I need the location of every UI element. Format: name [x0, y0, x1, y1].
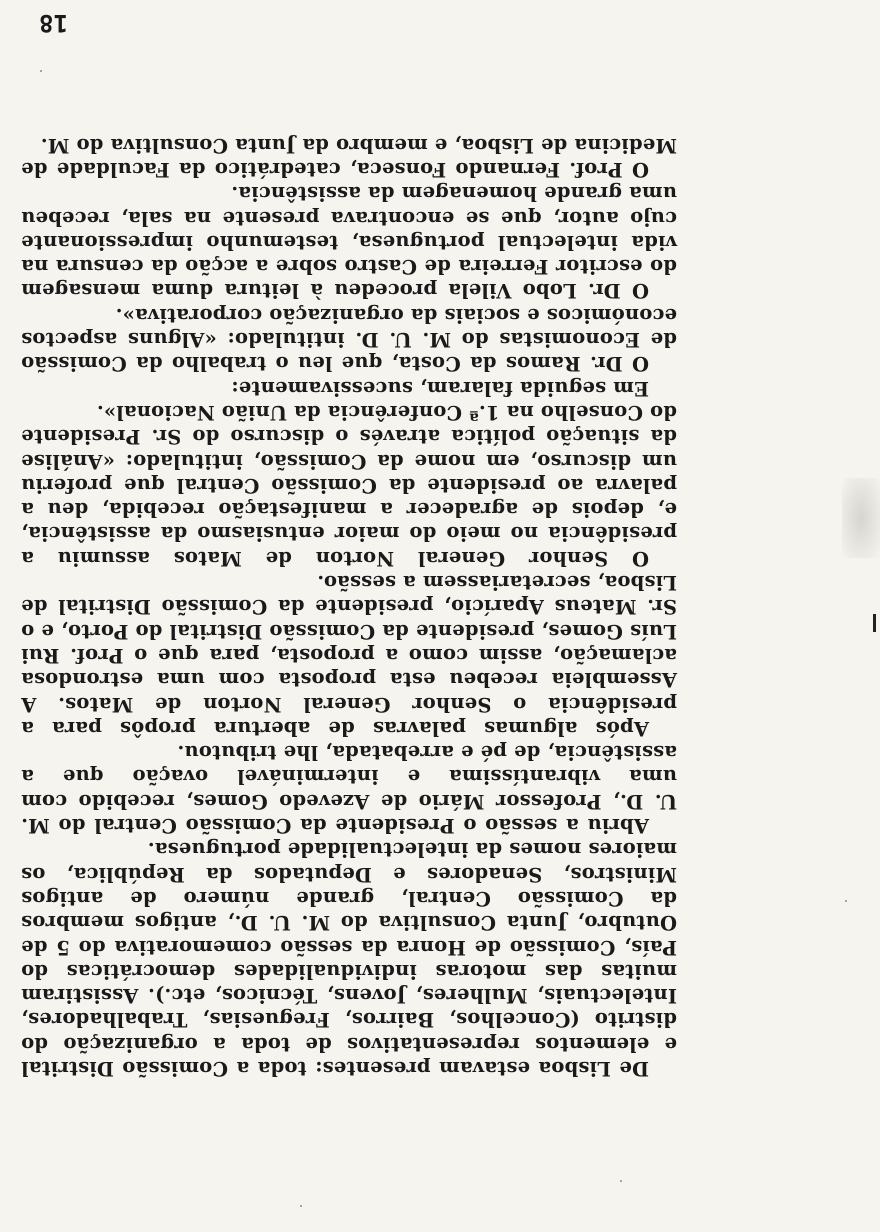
page-number: 18 — [39, 9, 68, 37]
paragraph-session-opening: Abriu a sessão o Presidente da Comissão Central do M. U. D., Professor Mário de Azevedo Gomes, recebido com uma vibrantíssima e interminável ovação que a assistência, de pé e arrebatada, lhe tributou. — [21, 741, 677, 838]
scan-edge-mark — [873, 614, 876, 632]
scan-smudge — [842, 478, 880, 558]
paragraph-ramos-da-costa: O Dr. Ramos da Costa, que leu o trabalho da Comissão de Economistas do M. U. D. intitulado: «Alguns aspectos económicos e sociais da organização corporativa». — [21, 303, 677, 376]
paragraph-speakers-intro: Em seguida falaram, sucessivamente: — [231, 376, 649, 400]
scan-speck — [300, 1205, 302, 1207]
paragraph-lisbon-attendance: De Lisboa estavam presentes: toda a Comissão Distrital e elementos representativos de toda a organização do distrito (Concelhos, Bairros, Freguesias, Trabalhadores, Intelectuais, Mulheres, Jovens, Técnicos, etc.). Assistiram muitas das motoras individualidades democráticas do País, Comissão de Honra da sessão comemorativa do 5 de Outubro, Junta Consultiva do M. U. D., antigos membros da Comissão Central, grande número de antigos Ministros, Senadores e Deputados da República, os maiores nomes da intelectualidade portuguesa. — [21, 838, 677, 1080]
paragraph-norton-de-matos: O Senhor General Norton de Matos assumiu a presidência no meio do maior entusiasmo da assistência, e, depois de agradecer a manifestação recebida, deu a palavra ao presidente da Comissão Central que proferiu um discurso, em nome da Comissão, intitulado: «Análise da situação política através o discurso do Sr. Presidente do Conselho na 1.ª Conferência da União Nacional». — [21, 400, 677, 570]
scan-speck — [620, 1180, 622, 1182]
paragraph-presidency-proposal: Após algumas palavras de abertura propôs para a presidência o Senhor General Norton de Matos. A Assembleia recebeu esta proposta com uma estrondosa aclamação, assim como a proposta, para que o Prof. Rui Luís Gomes, presidente da Comissão Distrital do Porto, e o Sr. Mateus Aparício, presidente da Comissão Distrital de Lisboa, secretariassem a sessão. — [21, 571, 677, 740]
scan-speck — [845, 900, 847, 902]
paragraph-fernando-fonseca: O Prof. Fernando Fonseca, catedrático da Faculdade de Medicina de Lisboa, e membro da Junta Consultiva do M. — [21, 133, 677, 182]
paragraph-lobo-vilela: O Dr. Lobo Vilela procedeu à leitura duma mensagem do escritor Ferreira de Castro sobre a acção da censura na vida intelectual portuguesa, testemunho impressionante cujo autor, que se encontrava presente na sala, recebeu uma grande homenagem da assistência. — [21, 182, 677, 303]
scan-speck — [40, 70, 42, 72]
text-column — [21, 132, 677, 1080]
